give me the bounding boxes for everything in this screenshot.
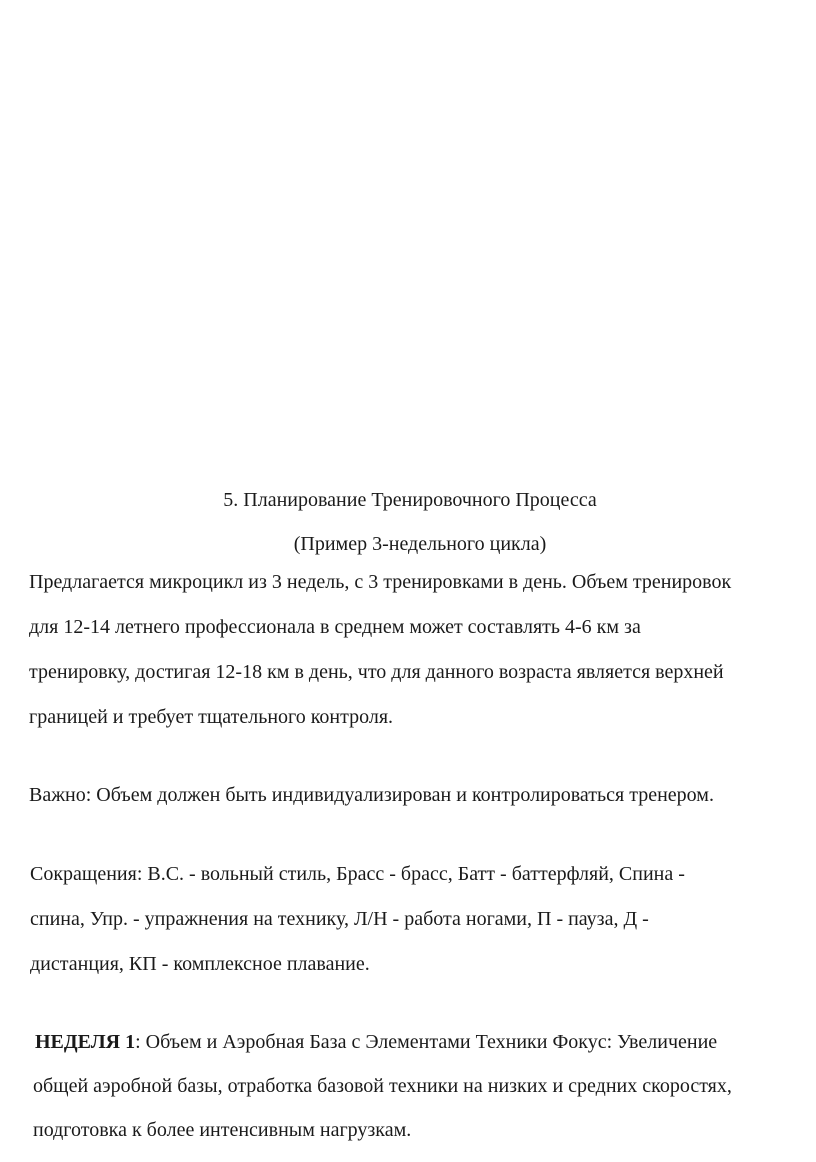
week-1-heading-text: : Объем и Аэробная База с Элементами Техники Фокус: Увеличение	[135, 1031, 718, 1053]
week-1-line-3: подготовка к более интенсивным нагрузкам.	[33, 1119, 412, 1141]
week-1-line-2: общей аэробной базы, отработка базовой техники на низких и средних скоростях,	[33, 1075, 732, 1097]
abbreviations-paragraph	[30, 862, 685, 997]
intro-line-4: границей и требует тщательного контроля.	[29, 706, 394, 728]
week-1-line-1	[35, 1030, 732, 1074]
intro-line-2: для 12-14 летнего профессионала в среднем может составлять 4-6 км за	[29, 616, 641, 638]
section-subtitle: (Пример 3-недельного цикла)	[293, 533, 547, 555]
section-title: 5. Планирование Тренировочного Процесса	[223, 489, 597, 511]
important-line: Важно: Объем должен быть индивидуализирован и контролироваться тренером.	[29, 784, 714, 806]
abbreviations-line-2: спина, Упр. - упражнения на технику, Л/Н - работа ногами, П - пауза, Д -	[30, 908, 649, 930]
week-1-paragraph	[35, 1030, 732, 1162]
abbreviations-line-3: дистанция, КП - комплексное плавание.	[30, 953, 370, 975]
intro-paragraph	[29, 570, 731, 750]
intro-line-3: тренировку, достигая 12-18 км в день, что для данного возраста является верхней	[29, 661, 724, 683]
important-note	[29, 783, 714, 828]
abbreviations-line-1: Сокращения: В.С. - вольный стиль, Брасс - брасс, Батт - баттерфляй, Спина -	[30, 863, 685, 885]
intro-line-1: Предлагается микроцикл из 3 недель, с 3 тренировками в день. Объем тренировок	[29, 571, 732, 593]
week-1-label: НЕДЕЛЯ 1	[35, 1031, 136, 1053]
